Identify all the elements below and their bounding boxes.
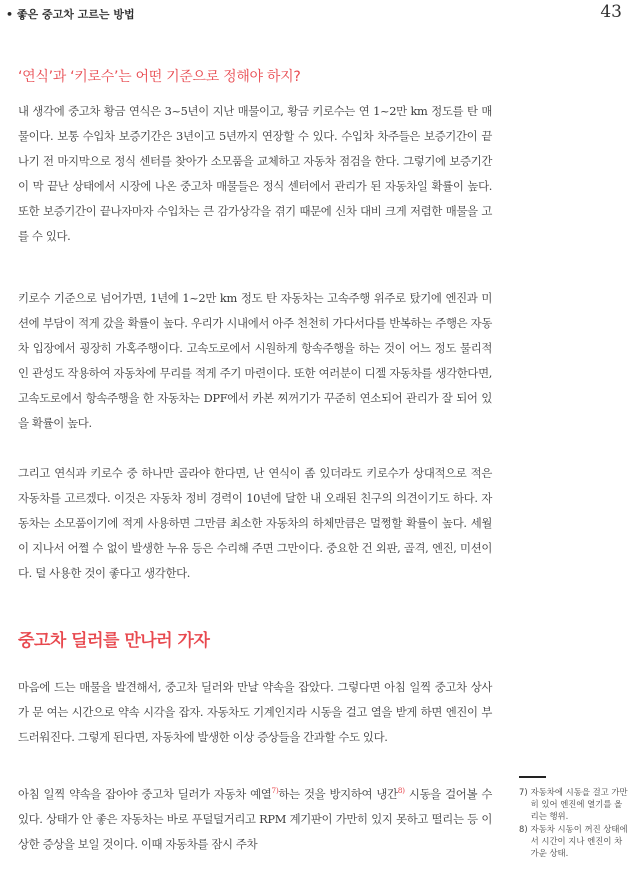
running-section-label: • 좋은 중고차 고르는 방법 [6, 8, 135, 21]
footnote-number: 8) [519, 823, 528, 834]
footnote-text: 자동차 시동이 꺼진 상태에서 시간이 지나 엔진이 차가운 상태. [530, 823, 628, 859]
paragraph-text: 하는 것을 방지하여 냉간 [278, 787, 398, 801]
footnote-divider [519, 776, 546, 778]
section-heading: 중고차 딜러를 만나러 가자 [18, 631, 210, 651]
page-header [6, 4, 622, 24]
body-paragraph: 마음에 드는 매물을 발견해서, 중고차 딜러와 만날 약속을 잡았다. 그렇다면 아침 일찍 중고차 상사가 문 여는 시간으로 약속 시각을 잡자. 자동차도 기계인지라 시동을 걸고 열을 받게 하면 엔진이 부드러워진다. 그렇게 된다면, 자동차에 발생한 이상 증상들을 간과할 수도 있다. [18, 680, 492, 744]
footnote-reference: 7) [271, 786, 279, 796]
footnote-item [519, 823, 629, 860]
footnote-number: 7) [519, 787, 528, 797]
body-paragraph: 그리고 연식과 키로수 중 하나만 골라야 한다면, 난 연식이 좀 있더라도 키로수가 상대적으로 적은 자동차를 고르겠다. 이것은 자동차 정비 경력이 10년에 달한 내 오래된 친구의 의견이기도 하다. 자동차는 소모품이기에 적게 사용하면 그만큼 최소한 자동차의 하체만큼은 멀쩡할 확률이 높다. 세월이 지나서 어쩔 수 없이 발생한 누유 등은 수리해 주면 그만이다. 중요한 건 외판, 골격, 엔진, 미션이다. 덜 사용한 것이 좋다고 생각한다. [18, 466, 492, 580]
page-number: 43 [600, 2, 622, 22]
paragraph-text: 아침 일찍 약속을 잡아야 중고차 딜러가 자동차 예열 [18, 787, 272, 801]
section-subheading: ‘연식’과 ‘키로수’는 어떤 기준으로 정해야 하지? [18, 69, 301, 85]
body-paragraph: 내 생각에 중고차 황금 연식은 3~5년이 지난 매물이고, 황금 키로수는 연 1~2만 km 정도를 탄 매물이다. 보통 수입차 보증기간은 3년이고 5년까지 연장할 수 있다. 수입차 차주들은 보증기간이 끝나기 전 마지막으로 정식 센터를 찾아가 소모품을 교체하고 자동차 점검을 한다. 그렇기에 보증기간이 막 끝난 상태에서 시장에 나온 중고차 매물들은 정식 센터에서 관리가 된 자동차일 확률이 높다. 또한 보증기간이 끝나자마자 수입차는 큰 감가상각을 겪기 때문에 신차 대비 크게 저렴한 매물을 고를 수 있다. [18, 104, 492, 243]
footnote-text: 자동차에 시동을 걸고 가만히 있어 엔진에 열기를 올리는 행위. [530, 787, 628, 822]
footnotes [519, 786, 629, 859]
body-paragraph-with-footnotes [18, 782, 492, 857]
footnote-reference: 8) [397, 786, 405, 796]
body-paragraph: 키로수 기준으로 넘어가면, 1년에 1~2만 km 정도 탄 자동차는 고속주행 위주로 탔기에 엔진과 미션에 부담이 적게 갔을 확률이 높다. 우리가 시내에서 아주 천천히 가다서다를 반복하는 주행은 자동차 입장에서 굉장히 가혹주행이다. 고속도로에서 시원하게 항속주행을 하는 것이 어느 정도 물리적인 관성도 작용하여 자동차에 무리를 적게 주기 마련이다. 또한 여러분이 디젤 자동차를 생각한다면, 고속도로에서 항속주행을 한 자동차는 DPF에서 카본 찌꺼기가 꾸준히 연소되어 관리가 잘 되어 있을 확률이 높다. [18, 291, 492, 430]
footnote-item [519, 786, 629, 823]
paragraph-text: 시동을 걸어볼 수 있다. 상태가 안 좋은 자동차는 바로 푸덜덜거리고 RPM 계기판이 가만히 있지 못하고 떨리는 등 이상한 증상을 보일 것이다. 이때 자동차를 잠시 주차 [18, 787, 492, 851]
